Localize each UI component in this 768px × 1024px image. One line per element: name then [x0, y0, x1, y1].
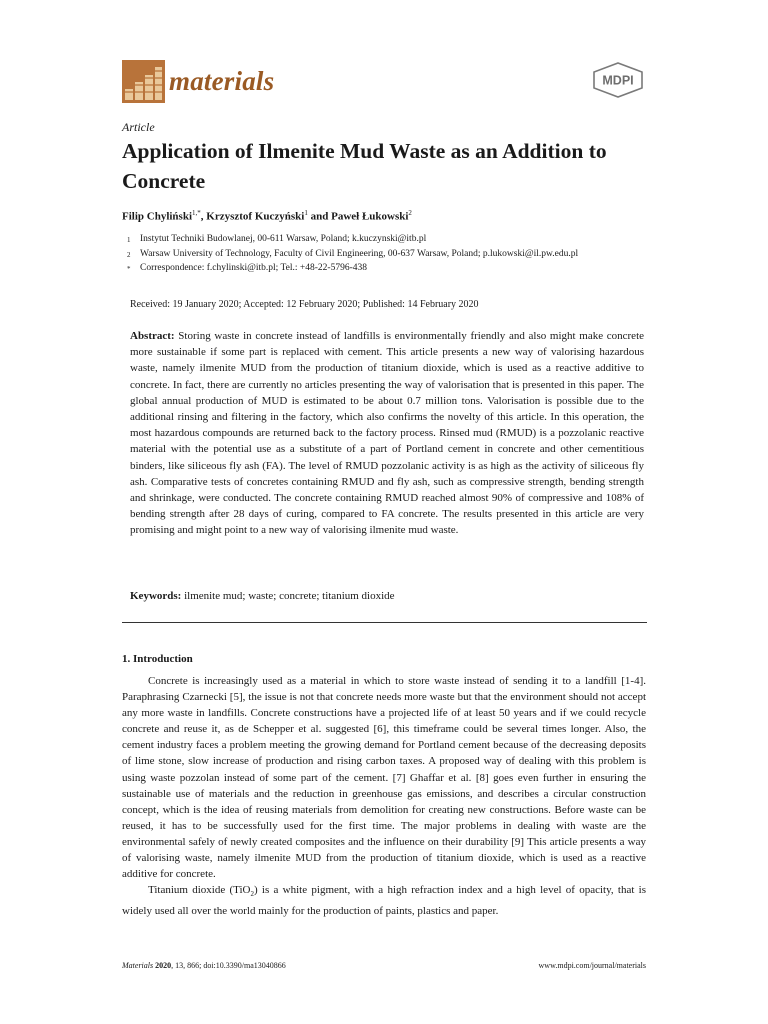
journal-name: materials — [169, 66, 275, 96]
affiliation-mark: * — [127, 265, 131, 274]
footer-journal: Materials — [122, 961, 154, 970]
author-affiliation-mark: 2 — [408, 209, 412, 217]
section-divider — [122, 622, 647, 623]
abstract-text: Storing waste in concrete instead of landfills is environmentally friendly and also might make concrete more sustainable if some part is replaced with cement. This article presents a new way of valorising hazardous waste, namely ilmenite MUD from the production of titanium dioxide, which is used as a reactive additive to concrete. In fact, there are currently no articles presenting the way of valorisation that is presented in this paper. The global annual production of MUD is estimated to be about 0.7 million tons. Valorisation is possible due to the additional rinsing and filtering in the factory, which also confirms the novelty of this article. In this operation, the most hazardous compounds are returned back to the factory process. Rinsed mud (RMUD) is a pozzolanic reactive material with the potential use as a substitute of a part of Portland cement in concrete and other cementitious binders, like siliceous fly ash (FA). The level of RMUD pozzolanic activity is as high as the activity of siliceous fly ash. Comparative tests of concretes containing RMUD and fly ash, such as compressive strength, bending strength and shrinkage, were conducted. The concrete containing RMUD reached almost 90% of compressive and 108% of bending strength after 28 days of curing, compared to FA concrete. The results presented in this article are very promising and might point to a new way of valorising ilmenite mud waste. — [130, 330, 645, 537]
affiliation-text: Instytut Techniki Budowlanej, 00-611 Warsaw, Poland; k.kuczynski@itb.pl — [140, 234, 427, 244]
footer-doi: , 13, 866; doi:10.3390/ma13040866 — [171, 961, 286, 970]
author-separator: and — [307, 210, 332, 223]
mdpi-logo-icon — [592, 62, 644, 98]
publication-dates: Received: 19 January 2020; Accepted: 12 February 2020; Published: 14 February 2020 — [130, 299, 479, 310]
article-type: Article — [122, 120, 155, 134]
abstract-label: Abstract: — [130, 330, 175, 342]
author-affiliation-mark: 1 — [304, 209, 308, 217]
affiliations — [122, 233, 642, 277]
keywords-text: ilmenite mud; waste; concrete; titanium dioxide — [184, 590, 395, 602]
affiliation-text: Correspondence: f.chylinski@itb.pl; Tel.: +48-22-5796-438 — [140, 263, 367, 274]
affiliation-item — [122, 233, 642, 248]
paragraph-text: Titanium dioxide (TiO — [148, 884, 251, 897]
journal-logo — [122, 60, 274, 103]
paragraph-text: ) is a white pigment, with a high refraction index and a high level of opacity, that is widely used all over the world mainly for the production of paints, plastics and paper. — [122, 884, 646, 917]
affiliation-mark: 1 — [127, 236, 131, 244]
author-list — [122, 209, 412, 223]
footer-url[interactable]: www.mdpi.com/journal/materials — [538, 961, 646, 970]
paragraph: Concrete is increasingly used as a material in which to store waste instead of sending it to a landfill [1-4]. Paraphrasing Czarnecki [5], the issue is not that concrete needs more waste but that the environment should not accept any more waste in landfills. Concrete constructions have a projected life of at least 50 years and if we could recycle concrete and reuse it, as de Schepper et al. suggested [6], this timeframe could be several times longer. Also, the cement industry faces a problem meeting the growing demand for Portland cement because of the decreasing deposits of lime stone, slow increase of production and rising carbon taxes. A proposed way of dealing with this problem is using waste pozzolan instead of some part of the cement. [7] Ghaffar et al. [8] goes even further in ensuring the sustainable use of materials and the reduction in greenhouse gas emissions, and describes a circular construction concept, which is the idea of reusing materials from demolition for creating new constructions. Before waste can be reused, it has to be successfully used for the first time. The major problems in dealing with waste are the environmental safely of newly created composites and the influence on their durability [9] This article presents a way of valorising waste, namely ilmenite MUD from the production of titanium dioxide, which is used as a reactive additive for concrete. — [122, 675, 646, 881]
author-name: Filip Chyliński — [122, 210, 193, 223]
affiliation-item — [122, 262, 642, 277]
materials-logo-icon — [122, 60, 165, 103]
affiliation-text: Warsaw University of Technology, Faculty of Civil Engineering, 00-637 Warsaw, Poland; p.lukowski@il.pw.edu.pl — [140, 248, 579, 259]
section-body — [122, 673, 646, 919]
affiliation-mark: 2 — [127, 250, 131, 259]
section-heading: 1. Introduction — [122, 653, 193, 665]
author-separator: , — [200, 210, 207, 223]
subscript: 2 — [250, 890, 254, 899]
author-name: Krzysztof Kuczyński — [206, 210, 305, 223]
abstract — [130, 328, 644, 539]
affiliation-item — [122, 248, 642, 263]
publisher-name: MDPI — [602, 73, 634, 88]
author-affiliation-mark: 1,* — [192, 209, 201, 217]
author-name: Paweł Łukowski — [331, 210, 409, 223]
paragraph — [122, 882, 646, 918]
footer-citation — [122, 961, 286, 970]
keywords — [130, 590, 395, 602]
keywords-label: Keywords: — [130, 590, 182, 602]
footer-year: 2020 — [153, 961, 172, 970]
paper-title: Application of Ilmenite Mud Waste as an Addition to Concrete — [122, 139, 607, 193]
